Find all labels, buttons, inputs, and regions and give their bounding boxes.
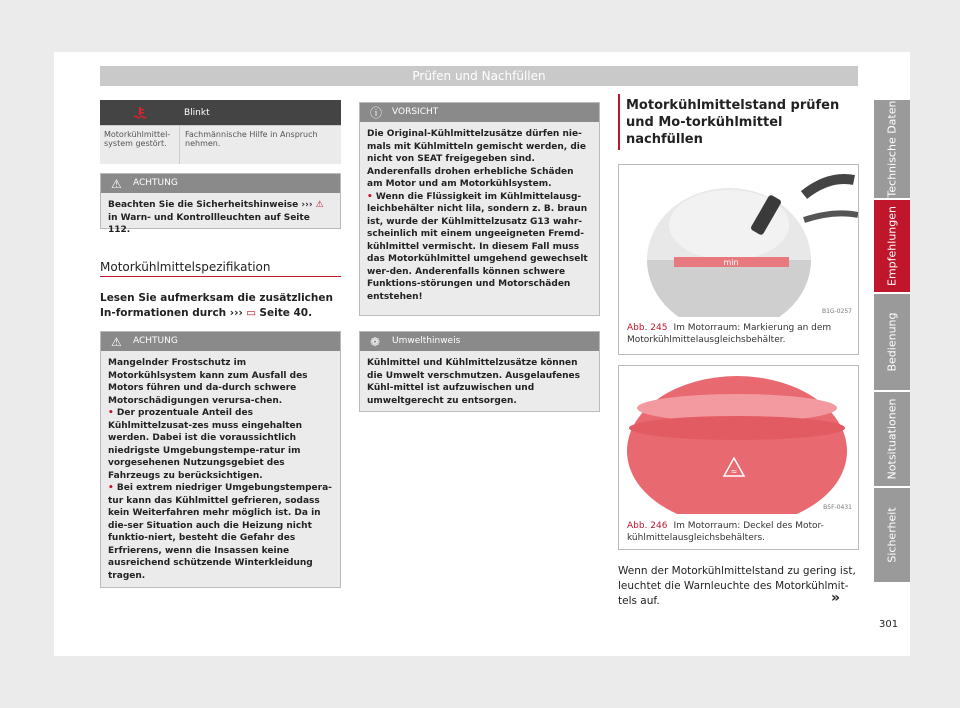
title-accent-bar xyxy=(618,94,620,150)
table-cell-label: Motorkühlmittel-system gestört. xyxy=(100,126,180,164)
spec-intro xyxy=(100,291,341,321)
list-item: • Wenn die Flüssigkeit im Kühlmittelausg-leichbehälter nicht lila, sondern z. B. braun ist, wurde der Kühlmittelzusatz G13 wahr-scheinlich mit einem ungeeigneten Fremd-kühlmittel vermischt. In diesem Fall muss das Motorkühlmittel umgehend gewechselt wer-den. Anderenfalls können schwere Funktions-störungen und Motorschäden entstehen! xyxy=(367,191,588,302)
page-number: 301 xyxy=(879,619,899,630)
tab-label: Technische Daten xyxy=(885,100,899,198)
book-icon: ▭ xyxy=(246,307,257,319)
vorsicht-title: VORSICHT xyxy=(392,107,439,117)
achtung-body xyxy=(101,193,340,243)
table-column-header: Blinkt xyxy=(184,107,210,118)
table-header xyxy=(100,100,341,125)
tab-bedienung[interactable] xyxy=(874,294,910,390)
warning-triangle-icon: ⚠ xyxy=(111,177,122,191)
achtung-intro: Mangelnder Frostschutz im Motorkühlsystem kann zum Ausfall des Motors führen und da-durch schwere Motorschädigungen verursa-chen. xyxy=(108,358,308,406)
section-title-spec: Motorkühlmittelspezifikation xyxy=(100,260,271,274)
figure-246 xyxy=(618,365,859,550)
umwelt-header xyxy=(360,332,599,351)
environment-icon: ❁ xyxy=(370,335,381,349)
achtung-title: ACHTUNG xyxy=(133,336,178,346)
figure-number: Abb. 245 xyxy=(627,323,668,333)
list-item-text: Wenn die Flüssigkeit im Kühlmittelausg-leichbehälter nicht lila, sondern z. B. braun ist, wurde der Kühlmittelzusatz G13 wahr-scheinlich mit einem ungeeigneten Fremd-kühlmittel vermischt. In diesem Fall muss das Motorkühlmittel umgehend gewechselt wer-den. Anderenfalls können schwere Funktions-störungen und Motorschäden entstehen! xyxy=(367,191,588,302)
umwelt-title: Umwelthinweis xyxy=(392,336,461,346)
figure-code: B5F-0431 xyxy=(823,504,852,511)
vorsicht-box xyxy=(359,102,600,316)
continue-marker: » xyxy=(831,590,841,606)
list-item: • Der prozentuale Anteil des Kühlmittelzusat-zes muss eingehalten werden. Dabei ist die voraussichtlich niedrigste Umgebungstempe-ratur im vorgesehenen Nutzungsgebiet des Fahrzeugs zu berücksichtigen. xyxy=(108,408,303,481)
warning-triangle-inline-icon: ⚠ xyxy=(315,200,324,210)
figure-number: Abb. 246 xyxy=(627,521,668,531)
tab-label: Bedienung xyxy=(885,312,899,372)
body-paragraph: Wenn der Motorkühlmittelstand zu gering ist, leuchtet die Warnleuchte des Motorkühlmit-tels auf. xyxy=(618,565,856,607)
tab-empfehlungen[interactable] xyxy=(874,200,910,292)
tab-label: Notsituationen xyxy=(885,398,899,480)
spec-intro-text: Lesen Sie aufmerksam die zusätzlichen In-formationen durch ››› xyxy=(100,292,333,319)
tab-technische-daten[interactable] xyxy=(874,100,910,198)
figure-code: B1G-0257 xyxy=(821,308,852,315)
section-rule xyxy=(100,276,341,277)
achtung-title: ACHTUNG xyxy=(133,178,178,188)
umwelt-body: Kühlmittel und Kühlmittelzusätze können die Umwelt verschmutzen. Ausgelaufenes Kühl-mittel ist aufzuwischen und umweltgerecht zu entsorgen. xyxy=(367,358,581,406)
vorsicht-intro: Die Original-Kühlmittelzusätze dürfen nie-mals mit Kühlmitteln gemischt werden, die nicht von SEAT freigegeben sind. Anderenfalls drohen erhebliche Schäden am Motor und am Motorkühlsystem. xyxy=(367,129,586,189)
achtung-header xyxy=(101,174,340,193)
vorsicht-header xyxy=(360,103,599,122)
achtung-link[interactable]: in Warn- und Kontrollleuchten auf Seite 112. xyxy=(108,212,310,235)
caption-text: Im Motorraum: Markierung an dem Motorkühlmittelausgleichsbehälter. xyxy=(627,323,832,345)
figure-245 xyxy=(618,164,859,355)
list-item-text: Der prozentuale Anteil des Kühlmittelzusat-zes muss eingehalten werden. Dabei ist die voraussichtlich niedrigste Umgebungstempe-ratur im vorgesehenen Nutzungsgebiet des Fahrzeugs zu berücksichtigen. xyxy=(108,408,303,481)
achtung-body xyxy=(101,351,340,588)
table-row xyxy=(100,125,341,164)
page-header: Prüfen und Nachfüllen xyxy=(100,66,858,86)
caution-circle-icon: ⓘ xyxy=(370,106,383,120)
achtung-box-1 xyxy=(100,173,341,235)
umwelt-box xyxy=(359,331,600,412)
warning-table xyxy=(100,100,341,164)
figure-caption xyxy=(627,520,855,544)
spec-intro-link[interactable]: Seite 40. xyxy=(259,307,313,319)
achtung-box-2 xyxy=(100,331,341,588)
table-cell-action: Fachmännische Hilfe in Anspruch nehmen. xyxy=(185,130,318,148)
coolant-cap-image xyxy=(619,366,858,514)
warning-triangle-icon: ⚠ xyxy=(111,335,122,349)
tab-notsituationen[interactable] xyxy=(874,392,910,486)
vorsicht-body xyxy=(360,122,599,309)
coolant-warning-icon xyxy=(100,100,180,125)
tab-sicherheit[interactable] xyxy=(874,488,910,582)
svg-text:≈: ≈ xyxy=(730,467,738,476)
coolant-reservoir-image xyxy=(619,165,858,317)
achtung-text-a: Beachten Sie die Sicherheitshinweise ››› xyxy=(108,200,313,210)
list-item: • Bei extrem niedriger Umgebungstempera-tur kann das Kühlmittel gefrieren, sodass kein Weiterfahren mehr möglich ist. Da in die-ser Situation auch die Heizung nicht funktio-niert, besteht die Gefahr des Erfrierens, wenn die Insassen keine ausreichend schützende Winterkleidung tragen. xyxy=(108,483,332,581)
caption-text: Im Motorraum: Deckel des Motor-kühlmittelausgleichsbehälters. xyxy=(627,521,824,543)
tab-label: Sicherheit xyxy=(885,507,899,563)
page-title: Motorkühlmittelstand prüfen und Mo-torkühlmittel nachfüllen xyxy=(626,98,840,147)
achtung-header xyxy=(101,332,340,351)
min-label: min xyxy=(723,258,739,267)
figure-caption xyxy=(627,322,855,346)
list-item-text: Bei extrem niedriger Umgebungstempera-tur kann das Kühlmittel gefrieren, sodass kein Weiterfahren mehr möglich ist. Da in die-ser Situation auch die Heizung nicht funktio-niert, besteht die Gefahr des Erfrierens, wenn die Insassen keine ausreichend schützende Winterkleidung tragen. xyxy=(108,483,332,581)
tab-label: Empfehlungen xyxy=(885,206,899,286)
